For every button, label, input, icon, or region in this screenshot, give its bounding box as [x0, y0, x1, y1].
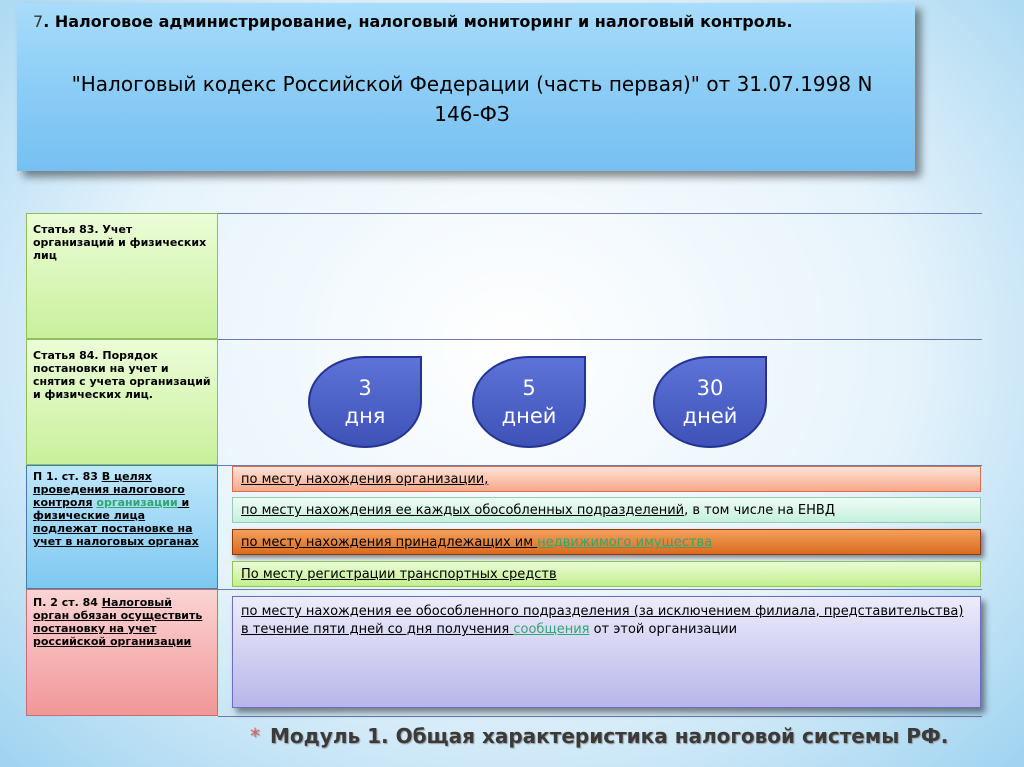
- row-separator: [218, 339, 982, 340]
- article-83-cell: [26, 213, 218, 339]
- bar-vehicles-text: По месту регистрации транспортных средств: [241, 567, 557, 582]
- deadline-number: 5: [522, 376, 536, 400]
- bar-real-estate-text: по месту нахождения принадлежащих им: [241, 535, 538, 550]
- row-separator: [218, 716, 982, 717]
- deadline-3-days: [308, 356, 422, 448]
- p1-link-organizations[interactable]: организации: [96, 496, 178, 509]
- slide-title: [33, 11, 893, 33]
- deadline-unit: дней: [501, 404, 557, 428]
- link-message[interactable]: сообщения: [513, 622, 590, 637]
- p2-article-84-cell: [26, 589, 218, 716]
- p1-prefix: П 1. ст. 83: [33, 470, 102, 483]
- deadline-30-days: [653, 356, 767, 448]
- bar-separate-division-rest: от этой организации: [589, 622, 738, 637]
- footer-text: Модуль 1. Общая характеристика налоговой системы РФ.: [270, 724, 949, 748]
- deadline-unit: дней: [682, 404, 738, 428]
- bar-subdivisions: [232, 497, 981, 523]
- deadline-number: 3: [358, 376, 372, 400]
- bullet-star-icon: *: [250, 724, 260, 748]
- article-84-cell: [26, 339, 218, 465]
- slide-number: 7: [33, 12, 44, 31]
- p1-rest: и физические лица подлежат постановке на учет в налоговых органах: [33, 496, 199, 548]
- p2-rest: Налоговый орган обязан осуществить постановку на учет российской организации: [33, 596, 203, 648]
- deadline-5-days: [472, 356, 586, 448]
- deadline-number: 30: [696, 376, 724, 400]
- slide-footer: [250, 724, 1020, 748]
- bar-org-location: [232, 466, 981, 492]
- bar-vehicles: [232, 561, 981, 587]
- slide-title-text: . Налоговое администрирование, налоговый мониторинг и налоговый контроль.: [43, 12, 793, 31]
- title-banner: [17, 3, 915, 171]
- article-83-text: Статья 83. Учет организаций и физических лиц: [33, 223, 207, 262]
- p2-prefix: П. 2 ст. 84: [33, 596, 102, 609]
- p1-link-tax-control[interactable]: В целях проведения налогового контроля: [33, 470, 185, 509]
- slide-subtitle: "Налоговый кодекс Российской Федерации (часть первая)" от 31.07.1998 N 146-ФЗ: [71, 72, 873, 126]
- bar-subdivisions-text: по месту нахождения ее каждых обособленных подразделений: [241, 503, 685, 518]
- deadline-unit: дня: [344, 404, 386, 428]
- bar-real-estate: [232, 529, 981, 555]
- row-separator: [218, 213, 982, 214]
- bar-subdivisions-envd: , в том числе на ЕНВД: [684, 503, 835, 518]
- bar-separate-division: [232, 596, 981, 708]
- bar-org-location-text: по месту нахождения организации,: [241, 472, 489, 487]
- p1-article-83-cell: [26, 465, 218, 589]
- article-84-text: Статья 84. Порядок постановки на учет и снятия с учета организаций и физических лиц.: [33, 349, 211, 401]
- link-real-estate[interactable]: недвижимого имущества: [537, 535, 713, 550]
- row-separator: [218, 589, 982, 590]
- bar-separate-division-text: по месту нахождения ее обособленного подразделения (за исключением филиала, представительства) в течение пяти дней со дня получения: [241, 604, 964, 637]
